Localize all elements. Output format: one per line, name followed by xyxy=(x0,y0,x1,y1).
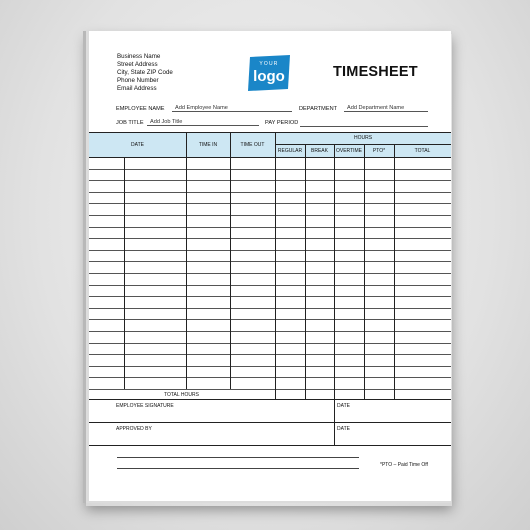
table-row-line xyxy=(89,343,451,344)
table-row-line xyxy=(89,261,451,262)
job-title-label: JOB TITLE xyxy=(116,120,144,126)
timesheet-page xyxy=(89,31,451,501)
table-row-line xyxy=(89,377,451,378)
approved-by-label: APPROVED BY xyxy=(116,426,152,432)
table-row-line xyxy=(89,238,451,239)
pay-period-field[interactable] xyxy=(300,119,428,127)
pto-footnote: *PTO – Paid Time Off xyxy=(380,462,428,468)
logo-shape xyxy=(246,55,292,91)
approval-date-label: DATE xyxy=(337,426,350,432)
employee-name-label: EMPLOYEE NAME xyxy=(116,106,165,112)
business-street: Street Address xyxy=(117,61,158,68)
svg-text:YOUR: YOUR xyxy=(259,61,279,67)
table-row-line xyxy=(89,354,451,355)
table-column-line xyxy=(334,144,335,399)
header-bottom-border xyxy=(89,157,451,158)
table-row-line xyxy=(89,273,451,274)
column-header-pto: PTO* xyxy=(372,148,386,154)
table-row-line xyxy=(89,308,451,309)
business-email: Email Address xyxy=(117,85,157,92)
employee-signature-label: EMPLOYEE SIGNATURE xyxy=(116,403,174,409)
page-title: TIMESHEET xyxy=(333,64,418,80)
table-row-line xyxy=(89,180,451,181)
total-hours-label: TOTAL HOURS xyxy=(164,392,199,398)
svg-text:logo: logo xyxy=(253,68,285,85)
table-row-line xyxy=(89,366,451,367)
table-column-line xyxy=(186,132,187,389)
column-header-time-in: TIME IN xyxy=(198,141,218,148)
employee-name-field[interactable]: Add Employee Name xyxy=(172,105,292,112)
table-column-line xyxy=(394,144,395,399)
table-row-line xyxy=(89,319,451,320)
signature-row-divider xyxy=(89,422,451,423)
business-city: City, State ZIP Code xyxy=(117,69,173,76)
business-name: Business Name xyxy=(117,53,161,60)
approval-row-bottom-border xyxy=(89,445,451,446)
table-column-line xyxy=(230,132,231,389)
department-label: DEPARTMENT xyxy=(299,106,338,112)
column-header-break: BREAK xyxy=(311,148,328,154)
footer-line-2 xyxy=(117,468,359,469)
table-row-line xyxy=(89,169,451,170)
table-column-line xyxy=(124,157,125,389)
table-row-line xyxy=(89,203,451,204)
column-header-total: TOTAL xyxy=(414,148,431,154)
pay-period-label: PAY PERIOD xyxy=(265,120,299,126)
table-column-line xyxy=(275,132,276,399)
column-header-date: DATE xyxy=(131,141,144,148)
footer-line-1 xyxy=(117,457,359,458)
table-row-line xyxy=(89,296,451,297)
table-row-line xyxy=(89,389,451,390)
total-row-bottom-border xyxy=(89,399,451,400)
table-row-line xyxy=(89,215,451,216)
job-title-field[interactable]: Add Job Title xyxy=(147,119,259,126)
business-phone: Phone Number xyxy=(117,77,159,84)
column-header-overtime: OVERTIME xyxy=(335,148,363,154)
table-row-line xyxy=(89,227,451,228)
table-row-line xyxy=(89,331,451,332)
table-row-line xyxy=(89,250,451,251)
table-column-line xyxy=(305,144,306,399)
department-field[interactable]: Add Department Name xyxy=(344,105,428,112)
table-row-line xyxy=(89,192,451,193)
table-column-line xyxy=(364,144,365,399)
hours-group-header: HOURS xyxy=(353,135,373,141)
business-info xyxy=(117,53,173,93)
column-header-time-out: TIME OUT xyxy=(240,141,265,148)
column-header-regular: REGULAR xyxy=(277,148,303,154)
table-column-line xyxy=(334,399,335,445)
signature-date-label: DATE xyxy=(337,403,350,409)
table-row-line xyxy=(89,285,451,286)
logo xyxy=(246,55,292,91)
